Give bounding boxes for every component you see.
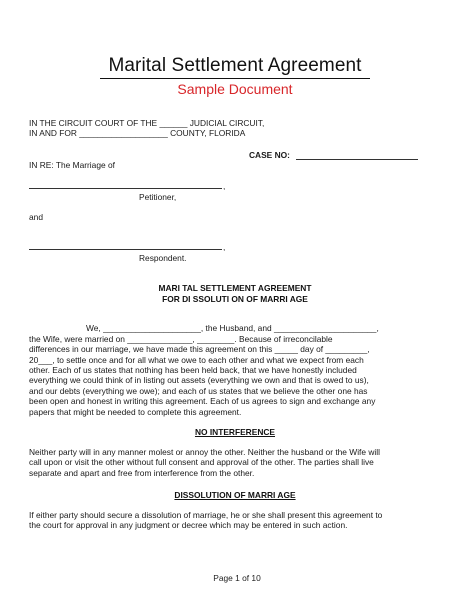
section-line: separate and apart and free from interference from the other.	[29, 468, 255, 478]
case-number-blank	[296, 159, 418, 160]
respondent-name-blank	[29, 249, 222, 250]
intro-line: We, _____________________, the Husband, and ______________________,	[86, 323, 379, 333]
section-line: If either party should secure a dissolution of marriage, he or she shall present this agreement to	[29, 510, 383, 520]
section-heading-no-interference: NO INTERFERENCE	[194, 427, 276, 437]
court-line-2: IN AND FOR ___________________ COUNTY, FLORIDA	[29, 128, 246, 138]
respondent-label: Respondent.	[139, 253, 187, 263]
petitioner-name-blank	[29, 188, 222, 189]
section-heading-dissolution: DISSOLUTION OF MARRI AGE	[174, 490, 296, 500]
section-line: the court for approval in any judgment or decree which may be entered in such action.	[29, 520, 348, 530]
document-subtitle: Sample Document	[177, 81, 293, 97]
intro-line: the Wife, were married on ______________, ________. Because of irreconcilable	[29, 334, 333, 344]
and-label: and	[29, 212, 43, 222]
page-number: Page 1 of 10	[213, 573, 261, 583]
agreement-heading-line-1: MARI TAL SETTLEMENT AGREEMENT	[158, 283, 312, 293]
intro-line: differences in our marriage, we have made this agreement on this _____ day of _________,	[29, 344, 370, 354]
respondent-comma: ,	[223, 242, 226, 252]
intro-line: everything we could think of in listing out assets (everything we own and that is owed to us),	[29, 375, 369, 385]
petitioner-label: Petitioner,	[139, 192, 177, 202]
section-line: call upon or visit the other without full consent and approval of the other. The parties shall live	[29, 457, 374, 467]
intro-line: been open and honest in writing this agreement. Each of us agrees to sign and exchange any	[29, 396, 376, 406]
agreement-heading-line-2: FOR DI SSOLUTI ON OF MARRI AGE	[162, 294, 308, 304]
document-title: Marital Settlement Agreement	[108, 55, 362, 76]
title-underline	[100, 78, 370, 79]
case-number-label: CASE NO:	[249, 150, 290, 160]
intro-line: other. Each of us states that nothing has been held back, that we have honestly included	[29, 365, 357, 375]
intro-line: and our debts (everything we owe); and each of us states that we believe the other one has	[29, 386, 368, 396]
in-re-label: IN RE: The Marriage of	[29, 160, 115, 170]
section-line: Neither party will in any manner molest or annoy the other. Neither the husband or the Wife will	[29, 447, 380, 457]
intro-line: 20___, to settle once and for all what we owe to each other and what we expect from each	[29, 355, 364, 365]
petitioner-comma: ,	[223, 181, 226, 191]
intro-line: papers that might be needed to complete this agreement.	[29, 407, 242, 417]
court-line-1: IN THE CIRCUIT COURT OF THE ______ JUDICIAL CIRCUIT,	[29, 118, 265, 128]
